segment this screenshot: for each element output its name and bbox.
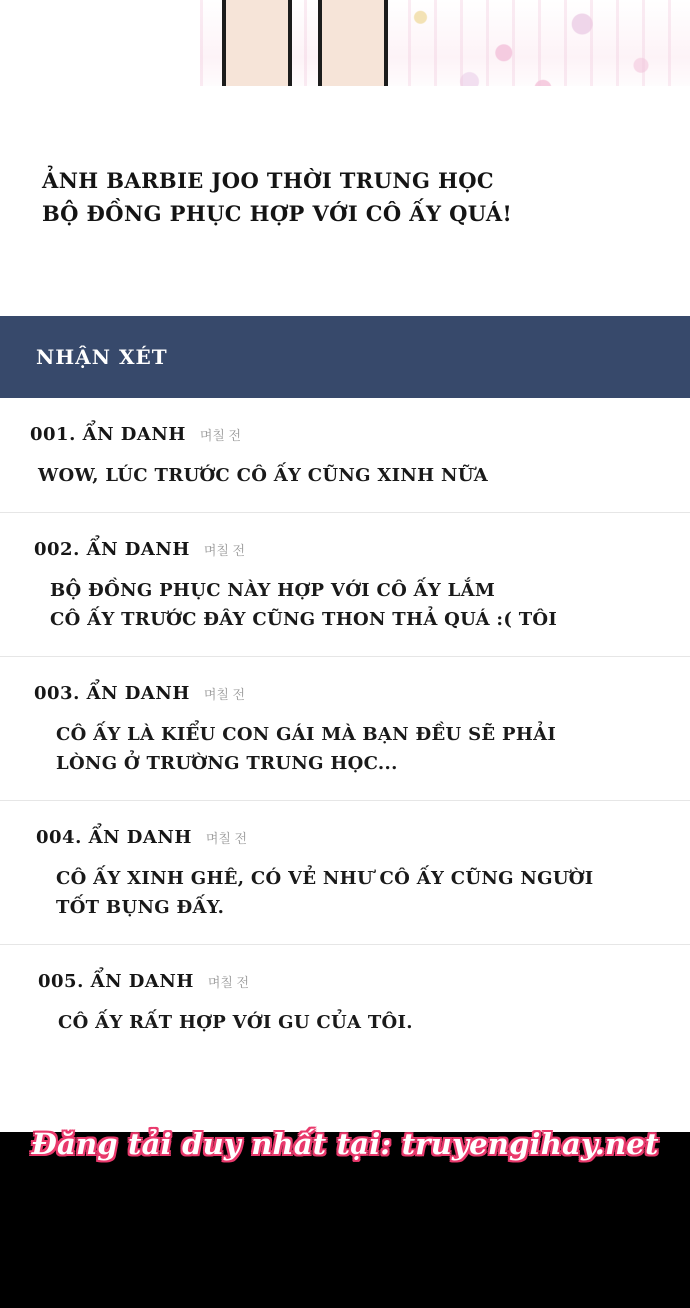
- illustration-bottom-edge: [0, 86, 690, 96]
- comment-body-line: LÒNG Ở TRƯỜNG TRUNG HỌC...: [56, 753, 398, 774]
- comment-body: [30, 576, 660, 634]
- comment-body-line: CÔ ẤY LÀ KIỂU CON GÁI MÀ BẠN ĐỀU SẼ PHẢI: [56, 724, 557, 745]
- watermark: [0, 1113, 690, 1175]
- comment-item[interactable]: [0, 945, 690, 1059]
- comment-body-line: WOW, LÚC TRƯỚC CÔ ẤY CŨNG XINH NỮA: [38, 465, 489, 486]
- comment-timestamp: 며칠 전: [207, 975, 250, 990]
- caption-text: [42, 164, 642, 230]
- comment-timestamp: 며칠 전: [199, 428, 242, 443]
- comment-body: [30, 1008, 660, 1037]
- comment-author: 002. ẨN DANH: [34, 539, 190, 560]
- caption-block: [0, 96, 690, 316]
- comment-timestamp: 며칠 전: [205, 831, 248, 846]
- caption-line-1: ẢNH BARBIE JOO THỜI TRUNG HỌC: [42, 168, 495, 193]
- comment-author: 005. ẨN DANH: [38, 971, 194, 992]
- comment-body-line: CÔ ẤY TRƯỚC ĐÂY CŨNG THON THẢ QUÁ :( TÔI: [50, 609, 558, 630]
- comment-body-line: BỘ ĐỒNG PHỤC NÀY HỢP VỚI CÔ ẤY LẮM: [50, 580, 496, 601]
- comment-meta: [30, 539, 660, 560]
- caption-line-2: BỘ ĐỒNG PHỤC HỢP VỚI CÔ ẤY QUÁ!: [42, 201, 513, 226]
- comment-body: [30, 864, 660, 922]
- comment-timestamp: 며칠 전: [203, 543, 246, 558]
- comment-meta: [30, 827, 660, 848]
- comment-author: 004. ẨN DANH: [36, 827, 192, 848]
- character-leg-right: [318, 0, 388, 96]
- character-leg-left: [222, 0, 292, 96]
- comment-author: 003. ẨN DANH: [34, 683, 190, 704]
- comment-meta: [30, 683, 660, 704]
- watermark-text: Đăng tải duy nhất tại: truyengihay.net: [31, 1127, 659, 1161]
- comment-item[interactable]: [0, 657, 690, 801]
- comment-body-line: CÔ ẤY RẤT HỢP VỚI GU CỦA TÔI.: [58, 1012, 413, 1033]
- illustration-strip: [0, 0, 690, 96]
- bottom-black-area: [0, 1175, 690, 1308]
- comment-timestamp: 며칠 전: [203, 687, 246, 702]
- comment-item[interactable]: [0, 513, 690, 657]
- comments-header-title: NHẬN XÉT: [36, 345, 168, 369]
- comment-body-line: TỐT BỤNG ĐẤY.: [56, 897, 225, 918]
- comment-item[interactable]: [0, 801, 690, 945]
- comment-meta: [30, 971, 660, 992]
- comments-list: [0, 398, 690, 1132]
- comment-item[interactable]: [0, 398, 690, 513]
- comment-body: [30, 720, 660, 778]
- illustration-left-background: [0, 0, 200, 96]
- comment-author: 001. ẨN DANH: [30, 424, 186, 445]
- comment-body-line: CÔ ẤY XINH GHÊ, CÓ VẺ NHƯ CÔ ẤY CŨNG NGƯỜI: [56, 868, 594, 889]
- comments-header: [0, 316, 690, 398]
- comment-meta: [30, 424, 660, 445]
- comment-body: [30, 461, 660, 490]
